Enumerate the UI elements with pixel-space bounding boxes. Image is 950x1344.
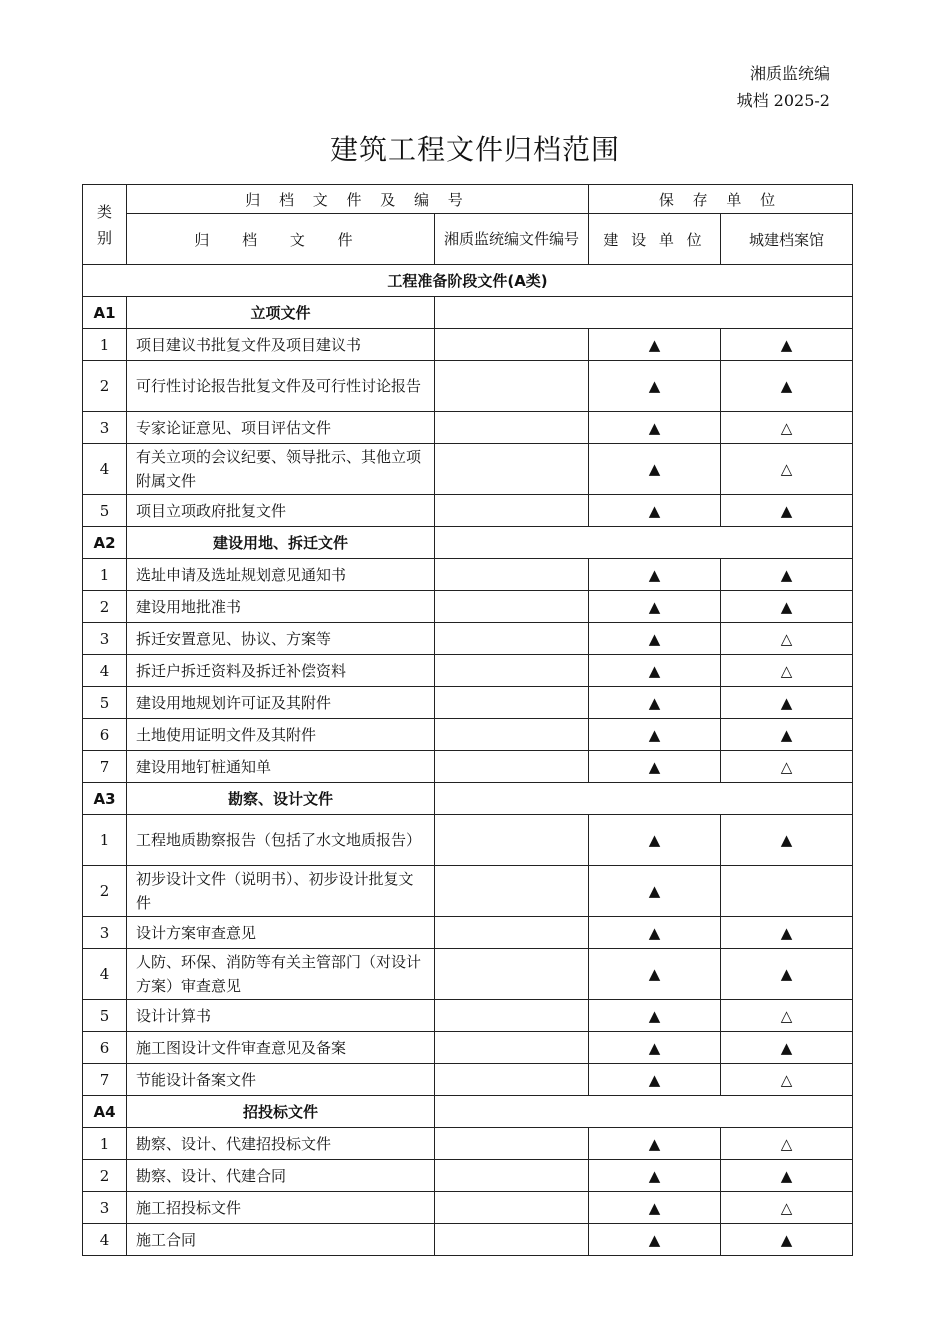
file-name: 建设用地批准书	[127, 591, 435, 623]
file-code-cell	[435, 591, 589, 623]
row-number: 1	[83, 1128, 127, 1160]
table-row	[83, 687, 853, 719]
table-row	[83, 1000, 853, 1032]
col-file-header: 归 档 文 件	[127, 214, 435, 265]
owner-keep-mark: ▲	[589, 329, 721, 361]
archive-keep-mark	[721, 866, 853, 917]
file-name: 设计计算书	[127, 1000, 435, 1032]
row-number: 5	[83, 687, 127, 719]
section-code: A4	[83, 1096, 127, 1128]
table-row	[83, 655, 853, 687]
file-name: 专家论证意见、项目评估文件	[127, 412, 435, 444]
file-name: 设计方案审查意见	[127, 917, 435, 949]
row-number: 2	[83, 866, 127, 917]
archive-keep-mark: ▲	[721, 559, 853, 591]
archive-keep-mark: △	[721, 623, 853, 655]
file-code-cell	[435, 917, 589, 949]
file-code-cell	[435, 949, 589, 1000]
row-number: 3	[83, 412, 127, 444]
table-row	[83, 949, 853, 1000]
table-row	[83, 1224, 853, 1256]
file-name: 施工图设计文件审查意见及备案	[127, 1032, 435, 1064]
file-name: 勘察、设计、代建招投标文件	[127, 1128, 435, 1160]
file-name: 拆迁户拆迁资料及拆迁补偿资料	[127, 655, 435, 687]
archive-keep-mark: ▲	[721, 591, 853, 623]
section-code: A2	[83, 527, 127, 559]
archive-keep-mark: ▲	[721, 949, 853, 1000]
section-blank-cell	[435, 783, 853, 815]
owner-keep-mark: ▲	[589, 949, 721, 1000]
file-name: 建设用地钉桩通知单	[127, 751, 435, 783]
table-row	[83, 1160, 853, 1192]
row-number: 4	[83, 655, 127, 687]
owner-keep-mark: ▲	[589, 1000, 721, 1032]
owner-keep-mark: ▲	[589, 917, 721, 949]
archive-keep-mark: △	[721, 655, 853, 687]
table-row	[83, 719, 853, 751]
section-row	[83, 1096, 853, 1128]
file-name: 项目建议书批复文件及项目建议书	[127, 329, 435, 361]
form-code-line2: 城档 2025-2	[736, 91, 830, 110]
owner-keep-mark: ▲	[589, 412, 721, 444]
file-name: 拆迁安置意见、协议、方案等	[127, 623, 435, 655]
section-blank-cell	[435, 1096, 853, 1128]
row-number: 1	[83, 329, 127, 361]
row-number: 6	[83, 1032, 127, 1064]
section-title: 招投标文件	[127, 1096, 435, 1128]
file-code-cell	[435, 866, 589, 917]
file-name: 工程地质勘察报告（包括了水文地质报告）	[127, 815, 435, 866]
section-row	[83, 297, 853, 329]
file-code-cell	[435, 329, 589, 361]
owner-keep-mark: ▲	[589, 751, 721, 783]
row-number: 3	[83, 1192, 127, 1224]
owner-keep-mark: ▲	[589, 815, 721, 866]
row-number: 4	[83, 949, 127, 1000]
file-name: 人防、环保、消防等有关主管部门（对设计方案）审查意见	[127, 949, 435, 1000]
group-header-files: 归 档 文 件 及 编 号	[127, 185, 589, 214]
row-number: 6	[83, 719, 127, 751]
file-code-cell	[435, 495, 589, 527]
table-row	[83, 917, 853, 949]
owner-keep-mark: ▲	[589, 623, 721, 655]
table-body	[83, 265, 853, 1256]
row-number: 5	[83, 1000, 127, 1032]
table-row	[83, 751, 853, 783]
archive-keep-mark: △	[721, 1064, 853, 1096]
col-code-header: 湘质监统编文件编号	[435, 214, 589, 265]
file-code-cell	[435, 623, 589, 655]
owner-keep-mark: ▲	[589, 1224, 721, 1256]
owner-keep-mark: ▲	[589, 591, 721, 623]
file-code-cell	[435, 1128, 589, 1160]
archive-keep-mark: △	[721, 444, 853, 495]
table-row	[83, 495, 853, 527]
archive-keep-mark: ▲	[721, 1160, 853, 1192]
file-code-cell	[435, 655, 589, 687]
section-title: 立项文件	[127, 297, 435, 329]
table-row	[83, 1192, 853, 1224]
owner-keep-mark: ▲	[589, 866, 721, 917]
file-code-cell	[435, 1192, 589, 1224]
row-number: 7	[83, 1064, 127, 1096]
file-code-cell	[435, 444, 589, 495]
table-row	[83, 412, 853, 444]
owner-keep-mark: ▲	[589, 1032, 721, 1064]
file-code-cell	[435, 1000, 589, 1032]
row-number: 3	[83, 917, 127, 949]
owner-keep-mark: ▲	[589, 495, 721, 527]
page-title: 建筑工程文件归档范围	[329, 133, 620, 166]
file-code-cell	[435, 1032, 589, 1064]
file-name: 节能设计备案文件	[127, 1064, 435, 1096]
file-code-cell	[435, 412, 589, 444]
row-number: 1	[83, 559, 127, 591]
table-row	[83, 866, 853, 917]
form-code-line1: 湘质监统编	[749, 64, 830, 83]
table-row	[83, 623, 853, 655]
archive-keep-mark: ▲	[721, 687, 853, 719]
owner-keep-mark: ▲	[589, 361, 721, 412]
file-name: 土地使用证明文件及其附件	[127, 719, 435, 751]
file-code-cell	[435, 687, 589, 719]
archive-keep-mark: ▲	[721, 329, 853, 361]
owner-keep-mark: ▲	[589, 1192, 721, 1224]
archive-scope-table	[82, 184, 853, 1256]
archive-keep-mark: △	[721, 1192, 853, 1224]
section-title: 勘察、设计文件	[127, 783, 435, 815]
archive-keep-mark: ▲	[721, 361, 853, 412]
file-code-cell	[435, 719, 589, 751]
archive-keep-mark: △	[721, 751, 853, 783]
table-row	[83, 329, 853, 361]
archive-keep-mark: ▲	[721, 815, 853, 866]
row-number: 5	[83, 495, 127, 527]
owner-keep-mark: ▲	[589, 1064, 721, 1096]
row-number: 2	[83, 361, 127, 412]
file-code-cell	[435, 559, 589, 591]
section-blank-cell	[435, 297, 853, 329]
archive-keep-mark: ▲	[721, 1224, 853, 1256]
file-code-cell	[435, 815, 589, 866]
file-code-cell	[435, 1160, 589, 1192]
section-blank-cell	[435, 527, 853, 559]
owner-keep-mark: ▲	[589, 687, 721, 719]
group-header-storage: 保 存 单 位	[589, 185, 853, 214]
owner-keep-mark: ▲	[589, 1128, 721, 1160]
owner-keep-mark: ▲	[589, 719, 721, 751]
file-name: 初步设计文件（说明书）、初步设计批复文件	[127, 866, 435, 917]
archive-keep-mark: △	[721, 412, 853, 444]
archive-keep-mark: ▲	[721, 719, 853, 751]
file-name: 选址申请及选址规划意见通知书	[127, 559, 435, 591]
archive-keep-mark: △	[721, 1128, 853, 1160]
file-code-cell	[435, 1064, 589, 1096]
col-category-header: 类 别	[83, 185, 127, 265]
file-code-cell	[435, 751, 589, 783]
file-name: 勘察、设计、代建合同	[127, 1160, 435, 1192]
file-name: 施工招投标文件	[127, 1192, 435, 1224]
row-number: 7	[83, 751, 127, 783]
table-row	[83, 559, 853, 591]
table-row	[83, 815, 853, 866]
row-number: 2	[83, 1160, 127, 1192]
file-name: 项目立项政府批复文件	[127, 495, 435, 527]
owner-keep-mark: ▲	[589, 559, 721, 591]
table-row	[83, 361, 853, 412]
owner-keep-mark: ▲	[589, 655, 721, 687]
row-number: 2	[83, 591, 127, 623]
row-number: 3	[83, 623, 127, 655]
file-code-cell	[435, 1224, 589, 1256]
table-row	[83, 591, 853, 623]
file-name: 施工合同	[127, 1224, 435, 1256]
table-row	[83, 444, 853, 495]
row-number: 4	[83, 1224, 127, 1256]
table-row	[83, 1064, 853, 1096]
file-name: 建设用地规划许可证及其附件	[127, 687, 435, 719]
owner-keep-mark: ▲	[589, 444, 721, 495]
section-row	[83, 783, 853, 815]
archive-keep-mark: △	[721, 1000, 853, 1032]
table-row	[83, 1032, 853, 1064]
file-name: 有关立项的会议纪要、领导批示、其他立项附属文件	[127, 444, 435, 495]
row-number: 4	[83, 444, 127, 495]
table-row	[83, 1128, 853, 1160]
archive-keep-mark: ▲	[721, 917, 853, 949]
archive-keep-mark: ▲	[721, 1032, 853, 1064]
file-name: 可行性讨论报告批复文件及可行性讨论报告	[127, 361, 435, 412]
col-archive-header: 城建档案馆	[721, 214, 853, 265]
row-number: 1	[83, 815, 127, 866]
stage-title: 工程准备阶段文件(A类)	[83, 265, 853, 297]
file-code-cell	[435, 361, 589, 412]
section-code: A1	[83, 297, 127, 329]
archive-keep-mark: ▲	[721, 495, 853, 527]
owner-keep-mark: ▲	[589, 1160, 721, 1192]
section-row	[83, 527, 853, 559]
col-owner-header: 建 设 单 位	[589, 214, 721, 265]
section-code: A3	[83, 783, 127, 815]
section-title: 建设用地、拆迁文件	[127, 527, 435, 559]
